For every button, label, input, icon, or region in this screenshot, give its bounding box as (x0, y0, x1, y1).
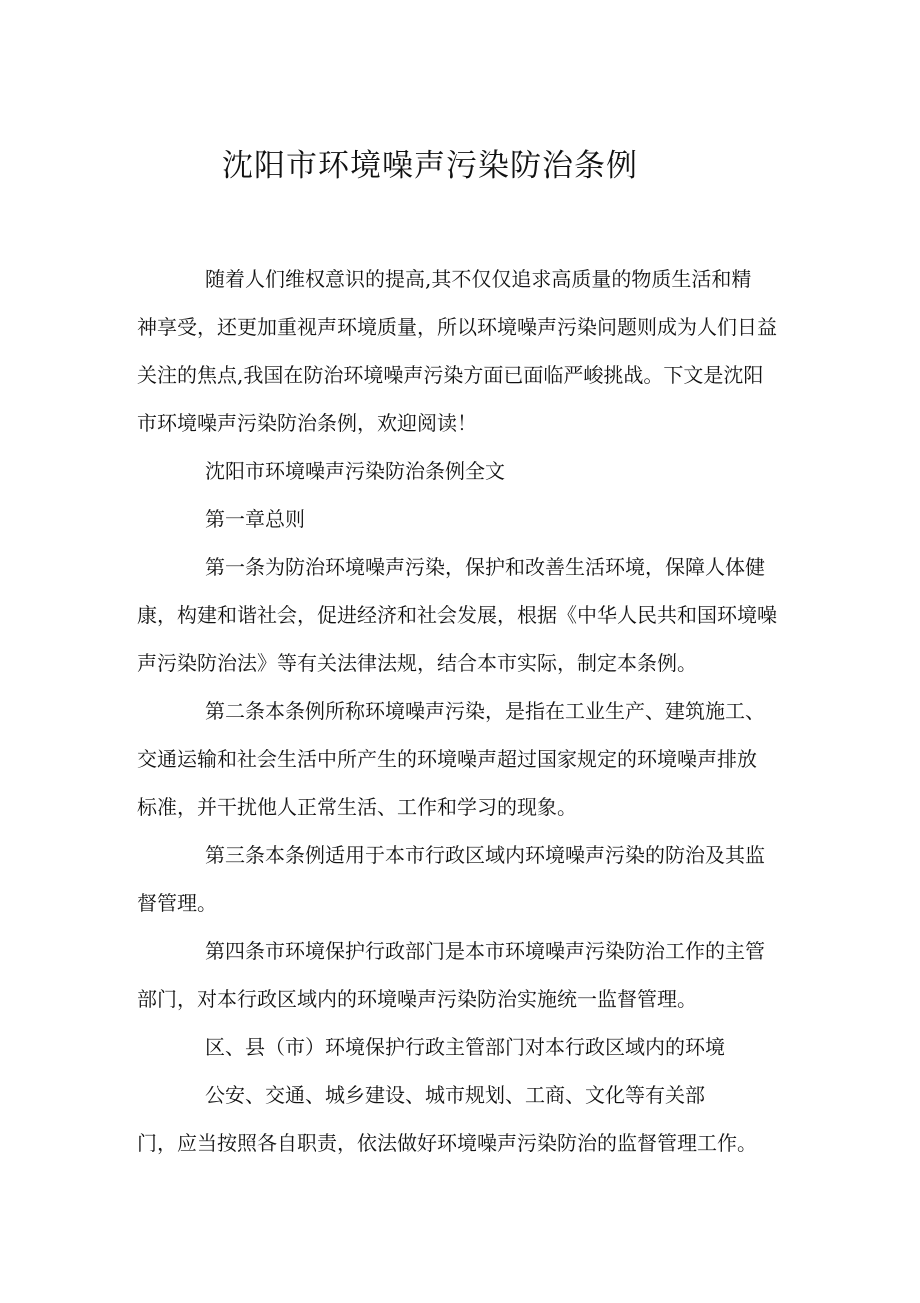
text-line: 声污染防治法》等有关法律法规，结合本市实际，制定本条例。 (137, 651, 697, 675)
document-body (137, 255, 797, 1167)
text-line: 标准，并干扰他人正常生活、工作和学习的现象。 (137, 795, 577, 819)
text-line: 交通运输和社会生活中所产生的环境噪声超过国家规定的环境噪声排放 (137, 747, 757, 771)
text-line: 第一条为防治环境噪声污染，保护和改善生活环境，保障人体健 (205, 555, 765, 579)
text-line: 第四条市环境保护行政部门是本市环境噪声污染防治工作的主管 (205, 939, 765, 963)
text-line: 关注的焦点,我国在防治环境噪声污染方面已面临严峻挑战。下文是沈阳 (137, 363, 764, 387)
text-line: 第一章总则 (205, 507, 305, 531)
text-line: 公安、交通、城乡建设、城市规划、工商、文化等有关部 (205, 1083, 705, 1107)
text-line: 区、县（市）环境保护行政主管部门对本行政区域内的环境 (205, 1035, 725, 1059)
text-line: 第二条本条例所称环境噪声污染，是指在工业生产、建筑施工、 (205, 699, 765, 723)
text-line: 康，构建和谐社会，促进经济和社会发展，根据《中华人民共和国环境噪 (137, 603, 777, 627)
text-line: 沈阳市环境噪声污染防治条例全文 (205, 459, 505, 483)
text-line: 督管理。 (137, 891, 217, 915)
text-line: 随着人们维权意识的提高,其不仅仅追求高质量的物质生活和精 (205, 267, 752, 291)
document-title: 沈阳市环境噪声污染防治条例 (222, 148, 638, 184)
text-line: 部门，对本行政区域内的环境噪声污染防治实施统一监督管理。 (137, 987, 697, 1011)
text-line: 市环境噪声污染防治条例，欢迎阅读！ (137, 411, 477, 435)
text-line: 神享受，还更加重视声环境质量，所以环境噪声污染问题则成为人们日益 (137, 315, 777, 339)
text-line: 门，应当按照各自职责，依法做好环境噪声污染防治的监督管理工作。 (137, 1131, 757, 1155)
text-line: 第三条本条例适用于本市行政区域内环境噪声污染的防治及其监 (205, 843, 765, 867)
